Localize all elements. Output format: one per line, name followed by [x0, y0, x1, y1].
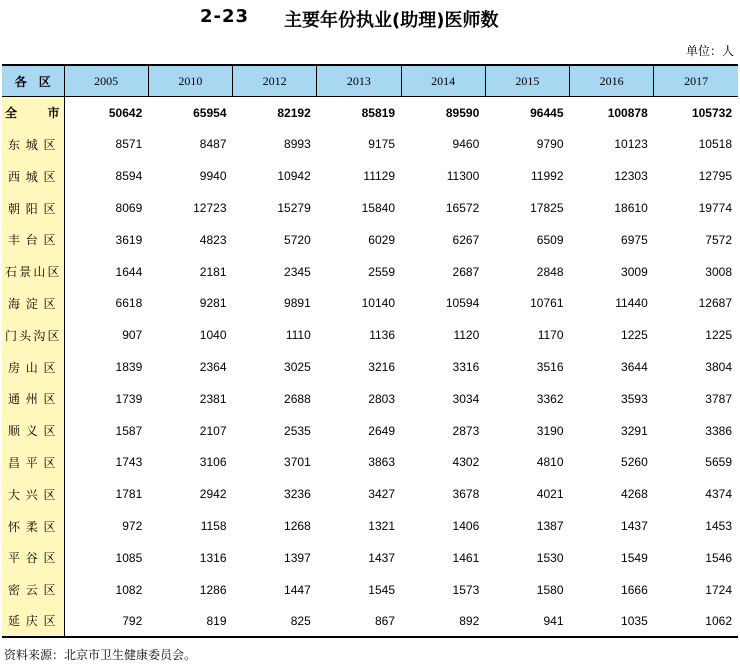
- year-header: 2005: [64, 65, 148, 97]
- district-name: 延庆区: [2, 606, 64, 638]
- unit-label: 单位：人: [685, 44, 734, 58]
- table-row: [2, 447, 738, 479]
- value-cell: 85819: [361, 105, 395, 120]
- value-cell: 1580: [536, 582, 564, 597]
- value-cell: 1062: [654, 606, 738, 638]
- value-cell: 82192: [277, 105, 311, 120]
- physicians-table: [2, 64, 738, 638]
- table-row: [2, 129, 738, 161]
- value-cell: 1781: [115, 487, 143, 502]
- table-row: [2, 288, 738, 320]
- value-cell: 11992: [531, 169, 564, 184]
- value-cell: 1321: [368, 519, 395, 534]
- value-cell: 3427: [368, 487, 395, 502]
- table-title: [0, 6, 740, 32]
- district-name: 门头沟区: [2, 319, 64, 351]
- value-cell: 15279: [277, 201, 311, 216]
- value-cell: 4268: [621, 487, 648, 502]
- district-name: 海淀区: [2, 288, 64, 320]
- value-cell: 819: [148, 606, 232, 638]
- value-cell: 4823: [199, 232, 227, 247]
- value-cell: 3216: [368, 360, 395, 375]
- table-number: 2-23: [200, 6, 250, 27]
- value-cell: 2381: [199, 391, 227, 406]
- value-cell: 10123: [614, 137, 648, 152]
- value-cell: 8487: [199, 137, 227, 152]
- value-cell: 2649: [368, 423, 395, 438]
- year-header: 2014: [401, 65, 485, 97]
- value-cell: 9175: [368, 137, 395, 152]
- value-cell: 2688: [284, 391, 311, 406]
- district-name: 平谷区: [2, 542, 64, 574]
- value-cell: 3034: [452, 391, 480, 406]
- value-cell: 3009: [621, 264, 648, 279]
- value-cell: 18610: [614, 201, 648, 216]
- value-cell: 3863: [368, 455, 395, 470]
- value-cell: 1437: [368, 550, 395, 565]
- district-name: 昌平区: [2, 447, 64, 479]
- value-cell: 1225: [621, 328, 648, 343]
- value-cell: 4302: [452, 455, 480, 470]
- value-cell: 1447: [284, 582, 311, 597]
- value-cell: 1743: [115, 455, 143, 470]
- value-cell: 15840: [361, 201, 395, 216]
- value-cell: 2535: [284, 423, 311, 438]
- value-cell: 6618: [115, 296, 143, 311]
- table-row: [2, 510, 738, 542]
- year-header: 2012: [233, 65, 317, 97]
- value-cell: 2107: [199, 423, 227, 438]
- value-cell: 2848: [536, 264, 564, 279]
- value-cell: 19774: [698, 201, 732, 216]
- table-row: [2, 606, 738, 638]
- value-cell: 3701: [284, 455, 311, 470]
- value-cell: 1724: [705, 582, 732, 597]
- value-cell: 3787: [705, 391, 732, 406]
- value-cell: 1120: [453, 328, 480, 343]
- value-cell: 867: [317, 606, 401, 638]
- value-cell: 100878: [607, 105, 648, 120]
- district-name: 大兴区: [2, 478, 64, 510]
- value-cell: 7572: [705, 232, 732, 247]
- table-row: [2, 192, 738, 224]
- table-row: [2, 351, 738, 383]
- district-name: 怀柔区: [2, 510, 64, 542]
- value-cell: 2559: [368, 264, 395, 279]
- year-header: 2016: [570, 65, 654, 97]
- year-header: 2010: [148, 65, 232, 97]
- value-cell: 5260: [621, 455, 648, 470]
- value-cell: 941: [485, 606, 569, 638]
- value-cell: 10942: [277, 169, 311, 184]
- value-cell: 1666: [621, 582, 648, 597]
- value-cell: 1158: [200, 519, 227, 534]
- value-cell: 9281: [199, 296, 227, 311]
- value-cell: 1573: [452, 582, 480, 597]
- value-cell: 1170: [537, 328, 564, 343]
- value-cell: 2181: [199, 264, 227, 279]
- value-cell: 1546: [705, 550, 732, 565]
- district-name: 东城区: [2, 129, 64, 161]
- value-cell: 11129: [363, 169, 395, 184]
- value-cell: 9460: [452, 137, 480, 152]
- district-name: 密云区: [2, 574, 64, 606]
- total-label: 全 市: [2, 97, 64, 129]
- value-cell: 6267: [452, 232, 480, 247]
- district-name: 顺义区: [2, 415, 64, 447]
- value-cell: 3593: [621, 391, 648, 406]
- table-row: [2, 415, 738, 447]
- value-cell: 12723: [193, 201, 227, 216]
- value-cell: 105732: [691, 105, 732, 120]
- value-cell: 17825: [530, 201, 564, 216]
- value-cell: 3291: [621, 423, 648, 438]
- value-cell: 3025: [284, 360, 311, 375]
- value-cell: 9940: [199, 169, 227, 184]
- year-header: 2013: [317, 65, 401, 97]
- district-name: 房山区: [2, 351, 64, 383]
- value-cell: 3190: [536, 423, 564, 438]
- value-cell: 2873: [452, 423, 480, 438]
- value-cell: 96445: [530, 105, 564, 120]
- value-cell: 1406: [452, 519, 480, 534]
- table-row: [2, 542, 738, 574]
- value-cell: 1136: [369, 328, 395, 343]
- value-cell: 892: [401, 606, 485, 638]
- value-cell: 10518: [698, 137, 732, 152]
- value-cell: 1453: [705, 519, 732, 534]
- value-cell: 1461: [452, 550, 480, 565]
- value-cell: 1286: [199, 582, 227, 597]
- district-name: 西城区: [2, 160, 64, 192]
- value-cell: 1397: [284, 550, 311, 565]
- value-cell: 3619: [115, 232, 143, 247]
- value-cell: 3644: [621, 360, 648, 375]
- value-cell: 10594: [445, 296, 480, 311]
- value-cell: 792: [64, 606, 148, 638]
- value-cell: 2942: [199, 487, 227, 502]
- table-body: [2, 97, 738, 638]
- total-row: [2, 97, 738, 129]
- table-row: [2, 224, 738, 256]
- table-row: [2, 478, 738, 510]
- value-cell: 1085: [115, 550, 143, 565]
- table-title-text: 主要年份执业(助理)医师数: [284, 10, 499, 31]
- value-cell: 65954: [193, 105, 227, 120]
- value-cell: 1040: [199, 328, 227, 343]
- value-cell: 2345: [284, 264, 311, 279]
- value-cell: 8594: [115, 169, 143, 184]
- district-name: 通州区: [2, 383, 64, 415]
- value-cell: 3236: [284, 487, 311, 502]
- value-cell: 6029: [368, 232, 395, 247]
- value-cell: 1268: [284, 519, 311, 534]
- value-cell: 4374: [705, 487, 732, 502]
- table-row: [2, 383, 738, 415]
- value-cell: 3008: [705, 264, 732, 279]
- value-cell: 2687: [452, 264, 480, 279]
- value-cell: 4810: [536, 455, 564, 470]
- value-cell: 907: [122, 328, 143, 343]
- value-cell: 6975: [621, 232, 648, 247]
- value-cell: 3804: [705, 360, 732, 375]
- value-cell: 3386: [705, 423, 732, 438]
- value-cell: 3316: [452, 360, 480, 375]
- value-cell: 825: [233, 606, 317, 638]
- table-row: [2, 574, 738, 606]
- value-cell: 1545: [368, 582, 395, 597]
- value-cell: 1225: [705, 328, 732, 343]
- value-cell: 10140: [361, 296, 395, 311]
- value-cell: 16572: [445, 201, 480, 216]
- value-cell: 89590: [445, 105, 480, 120]
- value-cell: 11440: [615, 296, 648, 311]
- value-cell: 1316: [199, 550, 227, 565]
- value-cell: 50642: [108, 105, 143, 120]
- value-cell: 1530: [536, 550, 564, 565]
- value-cell: 1082: [115, 582, 143, 597]
- value-cell: 1739: [115, 391, 143, 406]
- value-cell: 6509: [536, 232, 564, 247]
- value-cell: 1110: [285, 328, 311, 343]
- table-row: [2, 319, 738, 351]
- value-cell: 3516: [536, 360, 564, 375]
- value-cell: 8069: [115, 201, 143, 216]
- value-cell: 1644: [115, 264, 143, 279]
- table-row: [2, 256, 738, 288]
- value-cell: 12303: [614, 169, 648, 184]
- value-cell: 9891: [284, 296, 311, 311]
- value-cell: 2364: [199, 360, 227, 375]
- value-cell: 3106: [199, 455, 227, 470]
- table-row: [2, 160, 738, 192]
- value-cell: 972: [122, 519, 143, 534]
- year-header: 2017: [654, 65, 738, 97]
- district-name: 丰台区: [2, 224, 64, 256]
- source-note: 资料来源：北京市卫生健康委员会。: [4, 648, 197, 662]
- value-cell: 5659: [705, 455, 732, 470]
- value-cell: 9790: [536, 137, 564, 152]
- value-cell: 1587: [115, 423, 143, 438]
- district-name: 石景山区: [2, 256, 64, 288]
- header-row: [2, 65, 738, 97]
- value-cell: 8571: [115, 137, 143, 152]
- value-cell: 11300: [446, 169, 480, 184]
- year-header: 2015: [485, 65, 569, 97]
- value-cell: 8993: [284, 137, 311, 152]
- value-cell: 10761: [530, 296, 564, 311]
- value-cell: 12795: [698, 169, 732, 184]
- value-cell: 1035: [570, 606, 654, 638]
- value-cell: 4021: [536, 487, 564, 502]
- value-cell: 5720: [284, 232, 311, 247]
- value-cell: 1437: [621, 519, 648, 534]
- value-cell: 3678: [452, 487, 480, 502]
- value-cell: 1387: [536, 519, 564, 534]
- district-name: 朝阳区: [2, 192, 64, 224]
- value-cell: 12687: [698, 296, 732, 311]
- value-cell: 1549: [621, 550, 648, 565]
- value-cell: 3362: [536, 391, 564, 406]
- value-cell: 1839: [115, 360, 143, 375]
- district-header: 各 区: [2, 65, 64, 97]
- value-cell: 2803: [368, 391, 395, 406]
